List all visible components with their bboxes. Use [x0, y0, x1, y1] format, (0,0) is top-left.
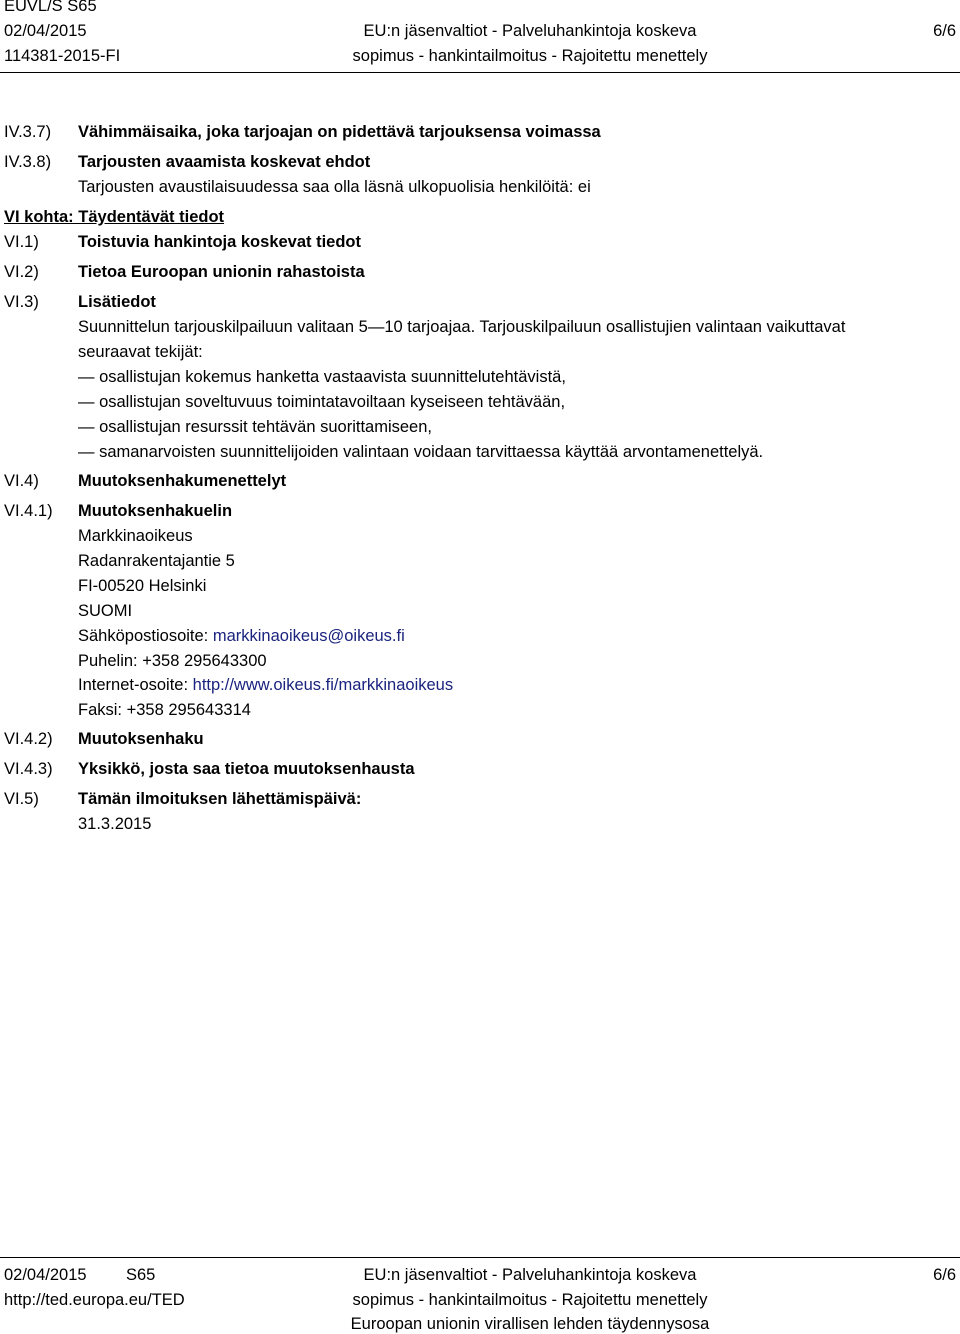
dispatch-date: 31.3.2015 — [78, 815, 152, 833]
footer-title-line2: sopimus - hankintailmoitus - Rajoitettu menettely — [352, 1291, 708, 1309]
review-body-name: Markkinaoikeus — [78, 527, 193, 545]
email-label: Sähköpostiosoite: — [78, 627, 213, 645]
section-number-vi3: VI.3) — [4, 293, 39, 311]
section-text-iv38: Tarjousten avaustilaisuudessa saa olla läsnä ulkopuolisia henkilöitä: ei — [78, 178, 591, 196]
criteria-list-item: — osallistujan resurssit tehtävän suorittamiseen, — [78, 418, 432, 436]
section-number-vi4: VI.4) — [4, 472, 39, 490]
phone-value: +358 295643300 — [142, 652, 267, 670]
section-title-vi3: Lisätiedot — [78, 293, 156, 311]
criteria-list-item: — samanarvoisten suunnittelijoiden valintaan voidaan tarvittaessa käyttää arvontamenettelyä. — [78, 443, 764, 461]
section-title-iv38: Tarjousten avaamista koskevat ehdot — [78, 153, 371, 171]
additional-info-line: Suunnittelun tarjouskilpailuun valitaan 5—10 tarjoajaa. Tarjouskilpailuun osallistujien valintaan vaikuttavat — [78, 318, 846, 336]
section-number-vi41: VI.4.1) — [4, 502, 53, 520]
fax-value: +358 295643314 — [126, 701, 251, 719]
section-heading-vi: VI kohta: Täydentävät tiedot — [4, 208, 225, 226]
web-link[interactable]: http://www.oikeus.fi/markkinaoikeus — [192, 676, 454, 694]
header-title-line2: sopimus - hankintailmoitus - Rajoitettu menettely — [352, 47, 708, 65]
section-title-iv37: Vähimmäisaika, joka tarjoajan on pidettävä tarjouksensa voimassa — [78, 123, 601, 141]
criteria-list-item: — osallistujan kokemus hanketta vastaavista suunnittelutehtävistä, — [78, 368, 566, 386]
footer-series: S65 — [126, 1266, 156, 1284]
section-title-vi42: Muutoksenhaku — [78, 730, 204, 748]
doc-number: 114381-2015-FI — [4, 47, 121, 65]
web-row — [78, 676, 453, 695]
section-title-vi41: Muutoksenhakuelin — [78, 502, 233, 520]
fax-row — [78, 701, 251, 720]
section-title-vi5: Tämän ilmoituksen lähettämispäivä: — [78, 790, 362, 808]
email-row — [78, 627, 405, 646]
web-label: Internet-osoite: — [78, 676, 193, 694]
review-body-street: Radanrakentajantie 5 — [78, 552, 235, 570]
section-title-vi1: Toistuvia hankintoja koskevat tiedot — [78, 233, 362, 251]
phone-row — [78, 652, 267, 671]
doc-code: EUVL/S S65 — [4, 0, 97, 15]
section-title-vi4: Muutoksenhakumenettelyt — [78, 472, 287, 490]
header-divider — [0, 72, 960, 73]
section-number-vi5: VI.5) — [4, 790, 39, 808]
header-title-line1: EU:n jäsenvaltiot - Palveluhankintoja koskeva — [363, 22, 697, 40]
additional-info-line: seuraavat tekijät: — [78, 343, 203, 361]
criteria-list-item: — osallistujan soveltuvuus toimintatavoiltaan kyseiseen tehtävään, — [78, 393, 566, 411]
section-title-vi43: Yksikkö, josta saa tietoa muutoksenhausta — [78, 760, 415, 778]
section-number-vi2: VI.2) — [4, 263, 39, 281]
footer-title-line3: Euroopan unionin virallisen lehden täydennysosa — [350, 1315, 710, 1333]
footer-url[interactable]: http://ted.europa.eu/TED — [4, 1291, 185, 1309]
footer-title-line1: EU:n jäsenvaltiot - Palveluhankintoja koskeva — [363, 1266, 697, 1284]
section-number-vi1: VI.1) — [4, 233, 39, 251]
section-number-vi42: VI.4.2) — [4, 730, 53, 748]
footer-date: 02/04/2015 — [4, 1266, 87, 1284]
footer-page-number: 6/6 — [933, 1266, 956, 1284]
fax-label: Faksi: — [78, 701, 127, 719]
review-body-city: FI-00520 Helsinki — [78, 577, 207, 595]
review-body-country: SUOMI — [78, 602, 133, 620]
header-date: 02/04/2015 — [4, 22, 87, 40]
section-number-vi43: VI.4.3) — [4, 760, 53, 778]
section-title-vi2: Tietoa Euroopan unionin rahastoista — [78, 263, 365, 281]
phone-label: Puhelin: — [78, 652, 143, 670]
header-page-number: 6/6 — [933, 22, 956, 40]
email-link[interactable]: markkinaoikeus@oikeus.fi — [212, 627, 405, 645]
section-number-iv37: IV.3.7) — [4, 123, 52, 141]
section-number-iv38: IV.3.8) — [4, 153, 52, 171]
footer-divider — [0, 1257, 960, 1258]
